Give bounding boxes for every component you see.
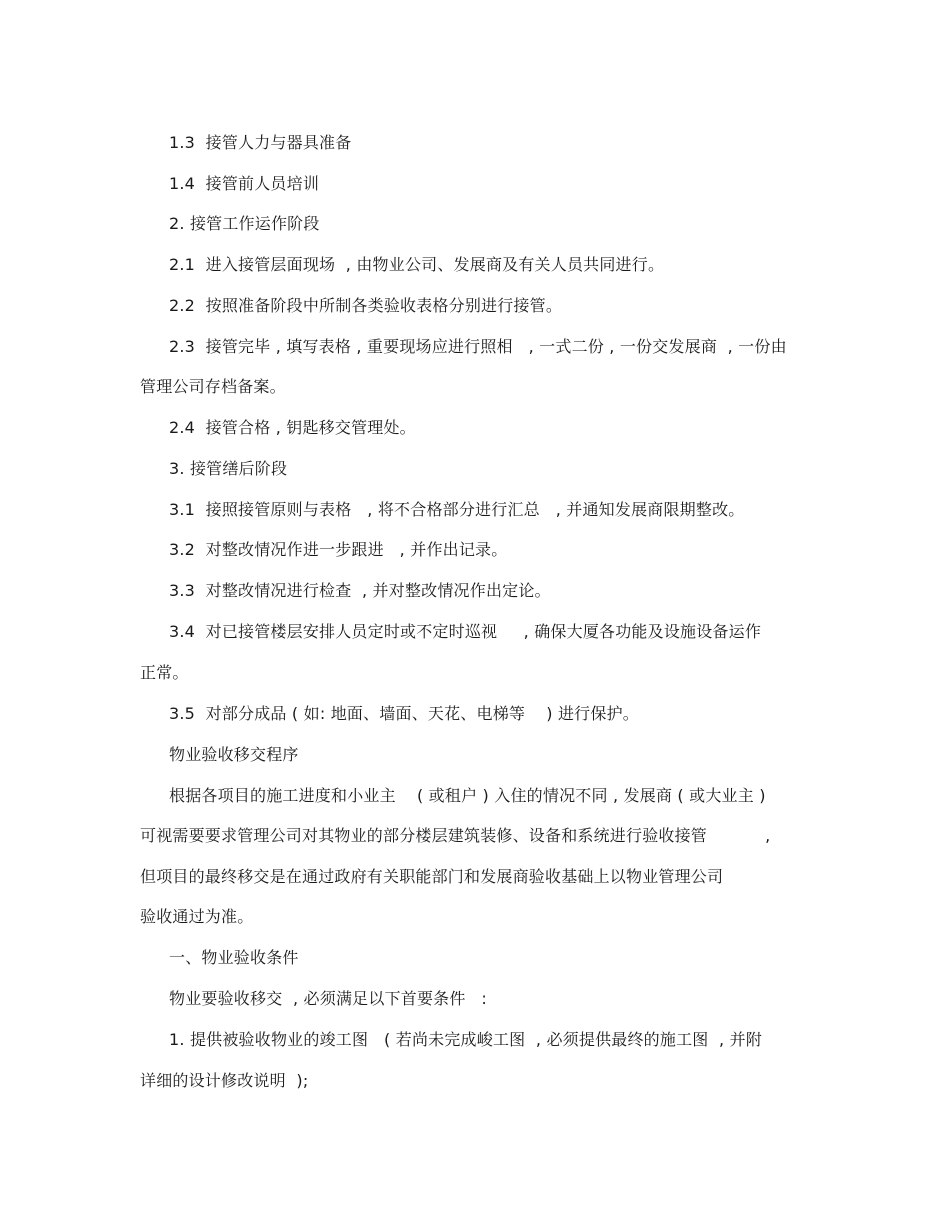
conditions-intro: 物业要验收移交 , 必须满足以下首要条件 : bbox=[169, 989, 487, 1008]
item-3-2: 3.2 对整改情况作进一步跟进 , 并作出记录。 bbox=[169, 540, 508, 559]
condition-1: 1. 提供被验收物业的竣工图 ( 若尚未完成峻工图 , 必须提供最终的施工图 , 并附 bbox=[169, 1030, 763, 1049]
item-3-5: 3.5 对部分成品 ( 如: 地面、墙面、天花、电梯等 ) 进行保护。 bbox=[169, 704, 639, 723]
paragraph-line-4: 验收通过为准。 bbox=[140, 907, 254, 926]
item-2-4: 2.4 接管合格 , 钥匙移交管理处。 bbox=[169, 418, 416, 437]
paragraph-line-2: 可视需要要求管理公司对其物业的部分楼层建筑装修、设备和系统进行验收接管 , bbox=[140, 826, 771, 845]
heading-acceptance-conditions: 一、物业验收条件 bbox=[169, 948, 299, 967]
item-2-2: 2.2 按照准备阶段中所制各类验收表格分别进行接管。 bbox=[169, 296, 563, 315]
condition-1-continued: 详细的设计修改说明 ); bbox=[140, 1071, 309, 1090]
item-2-3-continued: 管理公司存档备案。 bbox=[140, 377, 286, 396]
item-3-4: 3.4 对已接管楼层安排人员定时或不定时巡视 , 确保大厦各功能及设施设备运作 bbox=[169, 622, 762, 641]
heading-1-3: 1.3 接管人力与器具准备 bbox=[169, 133, 352, 152]
item-3-1: 3.1 接照接管原则与表格 , 将不合格部分进行汇总 , 并通知发展商限期整改。 bbox=[169, 500, 745, 519]
item-2-3: 2.3 接管完毕 , 填写表格 , 重要现场应进行照相 , 一式二份 , 一份交发展商 , 一份由 bbox=[169, 337, 787, 356]
item-2-1: 2.1 进入接管层面现场 , 由物业公司、发展商及有关人员共同进行。 bbox=[169, 255, 665, 274]
heading-2: 2. 接管工作运作阶段 bbox=[169, 214, 320, 233]
section-title-acceptance-procedure: 物业验收移交程序 bbox=[169, 745, 299, 764]
item-3-3: 3.3 对整改情况进行检查 , 并对整改情况作出定论。 bbox=[169, 581, 551, 600]
heading-1-4: 1.4 接管前人员培训 bbox=[169, 174, 320, 193]
heading-3: 3. 接管缮后阶段 bbox=[169, 459, 288, 478]
paragraph-line-3: 但项目的最终移交是在通过政府有关职能部门和发展商验收基础上以物业管理公司 bbox=[140, 867, 724, 886]
item-3-4-continued: 正常。 bbox=[140, 663, 189, 682]
paragraph-line-1: 根据各项目的施工进度和小业主 ( 或租户 ) 入住的情况不同 , 发展商 ( 或大业主 ) bbox=[169, 786, 766, 805]
